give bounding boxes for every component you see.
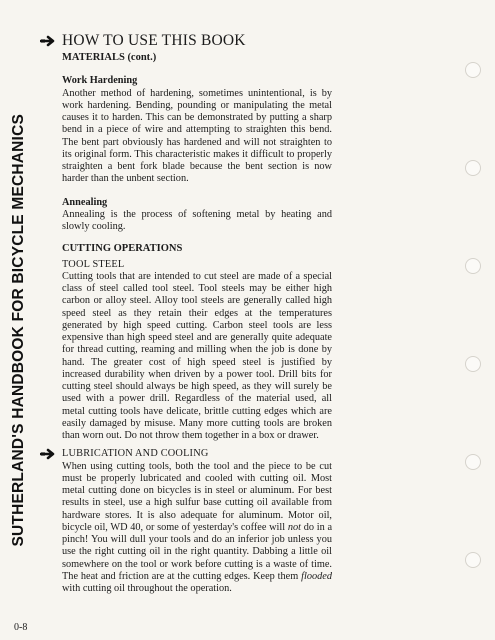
right-arrow-icon [40,448,60,460]
spine-title-text: SUTHERLAND'S HANDBOOK FOR BICYCLE MECHANICS [10,113,27,547]
lub-emphasis-flooded: flooded [301,570,332,582]
binder-hole-icon [465,62,481,78]
right-arrow-icon [40,35,60,47]
binder-hole-icon [465,552,481,568]
lub-text-2: do in a pinch! You will dull your tools and do an inferior job unless you use the right cutting oil in the right quantity. Dabbing a little oil somewhere on the tool or work before cutting is a waste of time. The heat and friction are at the cutting edges. Keep them [62,521,333,582]
binder-hole-icon [465,454,481,470]
binder-hole-icon [465,258,481,274]
lub-emphasis-not: not [287,521,302,533]
paragraph-annealing: Annealing is the process of softening metal by heating and slowly cooling. [62,208,332,232]
paragraph-lubrication [62,461,332,596]
lub-text-1: When using cutting tools, both the tool and the piece to be cut must be properly lubricated and cooled with cutting oil. Most metal cutting done on bicycles is in steel or aluminum. For best results in steel, use a high sulfur base cutting oil available from hardware stores. It is also adequate for aluminum. Motor oil, bicycle oil, WD 40, or some of yesterday's coffee will [62,460,332,533]
binder-hole-icon [465,160,481,176]
section-heading-annealing: Annealing [62,196,108,208]
subheading-tool-steel: TOOL STEEL [62,258,125,270]
section-heading-work-hardening: Work Hardening [62,75,138,87]
section-heading-cutting: CUTTING OPERATIONS [62,243,183,255]
page-title: HOW TO USE THIS BOOK [62,32,246,49]
spine-title [6,70,32,590]
title-row [40,32,332,50]
page-content [62,32,332,595]
subheading-lubrication: LUBRICATION AND COOLING [62,448,209,460]
paragraph-work-hardening: Another method of hardening, sometimes unintentional, is by work hardening. Bending, pounding or manipulating the metal causes it to harden. This can be demonstrated by putting a sharp bend in a piece of wire and attempting to straighten this bend. The bent part obviously has hardened and will not straighten to its original form. This characteristic makes it difficult to properly straighten a bent fork blade because the bent section is now harder than the unbent section. [62,87,332,185]
lubrication-row [40,448,332,460]
page-number: 0-8 [14,622,28,633]
paragraph-tool-steel: Cutting tools that are intended to cut steel are made of a special class of steel called tool steel. Tool steels may be either high carbon or alloy steel. Alloy tool steels are generally called high speed steel as they retain their edges at the temperatures generated by high speed cutting. Carbon steel tools are less expensive than high speed steel and are generally quite adequate for thread cutting, reaming and milling when the job is done by hand. The greater cost of high speed steel is justified by increased durability when driven by a power tool. Drill bits for cutting steel should always be high speed, as they will surely be used with a power drill. Regardless of the material used, all metal cutting tools have delicate, brittle cutting edges which are easily damaged by misuse. Many more cutting tools are broken than worn out. Do not throw them together in a box or drawer. [62,270,332,441]
lub-text-3: with cutting oil throughout the operation. [62,583,232,594]
page-subtitle: MATERIALS (cont.) [62,52,157,63]
binder-hole-icon [465,356,481,372]
